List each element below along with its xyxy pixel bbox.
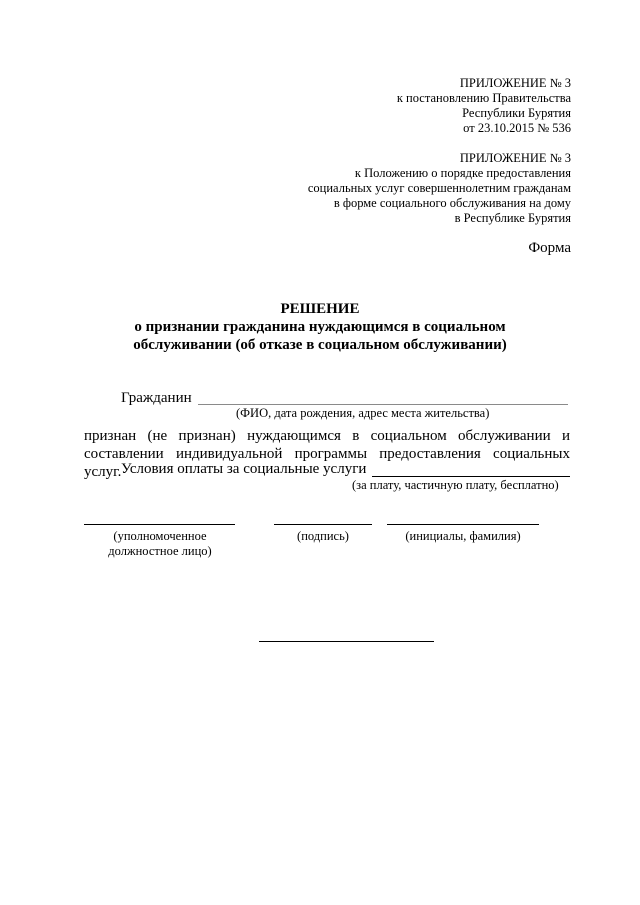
citizen-hint: (ФИО, дата рождения, адрес места жительства)	[236, 406, 490, 420]
title-heading: РЕШЕНИЕ	[280, 301, 360, 317]
appendix-ref-line: к постановлению Правительства	[396, 91, 571, 105]
appendix-ref-line: Республики Бурятия	[462, 106, 571, 120]
citizen-input-line[interactable]	[198, 404, 568, 405]
payment-hint: (за плату, частичную плату, бесплатно)	[352, 478, 559, 492]
initials-line[interactable]	[387, 524, 539, 525]
official-signature-line[interactable]	[84, 524, 235, 525]
citizen-label: Гражданин	[121, 390, 192, 406]
payment-input-line[interactable]	[372, 476, 570, 477]
appendix-header-1	[397, 76, 571, 136]
appendix-ref-date: от 23.10.2015 № 536	[463, 121, 571, 135]
signature-line[interactable]	[274, 524, 372, 525]
appendix-number: ПРИЛОЖЕНИЕ № 3	[459, 76, 571, 90]
form-label: Форма	[528, 240, 571, 256]
appendix-ref-line: к Положению о порядке предоставления	[354, 166, 571, 180]
official-label: (уполномоченное должностное лицо)	[108, 529, 212, 558]
appendix-ref-line: в Республике Бурятия	[454, 211, 571, 225]
payment-label: Условия оплаты за социальные услуги	[121, 461, 367, 477]
body-text: признан (не признан) нуждающимся в социальном обслуживании и составлении индивидуальной программы предоставления социальных услуг.	[84, 428, 570, 480]
signature-label: (подпись)	[297, 529, 349, 543]
appendix-ref-line: в форме социального обслуживания на дому	[333, 196, 571, 210]
appendix-header-2	[308, 151, 571, 226]
appendix-number: ПРИЛОЖЕНИЕ № 3	[459, 151, 571, 165]
title-line: обслуживании (об отказе в социальном обслуживании)	[133, 337, 507, 353]
appendix-ref-line: социальных услуг совершеннолетним гражданам	[307, 181, 571, 195]
bottom-separator	[259, 641, 434, 642]
initials-label: (инициалы, фамилия)	[405, 529, 521, 543]
title-line: о признании гражданина нуждающимся в социальном	[134, 319, 506, 335]
document-title	[60, 300, 580, 354]
